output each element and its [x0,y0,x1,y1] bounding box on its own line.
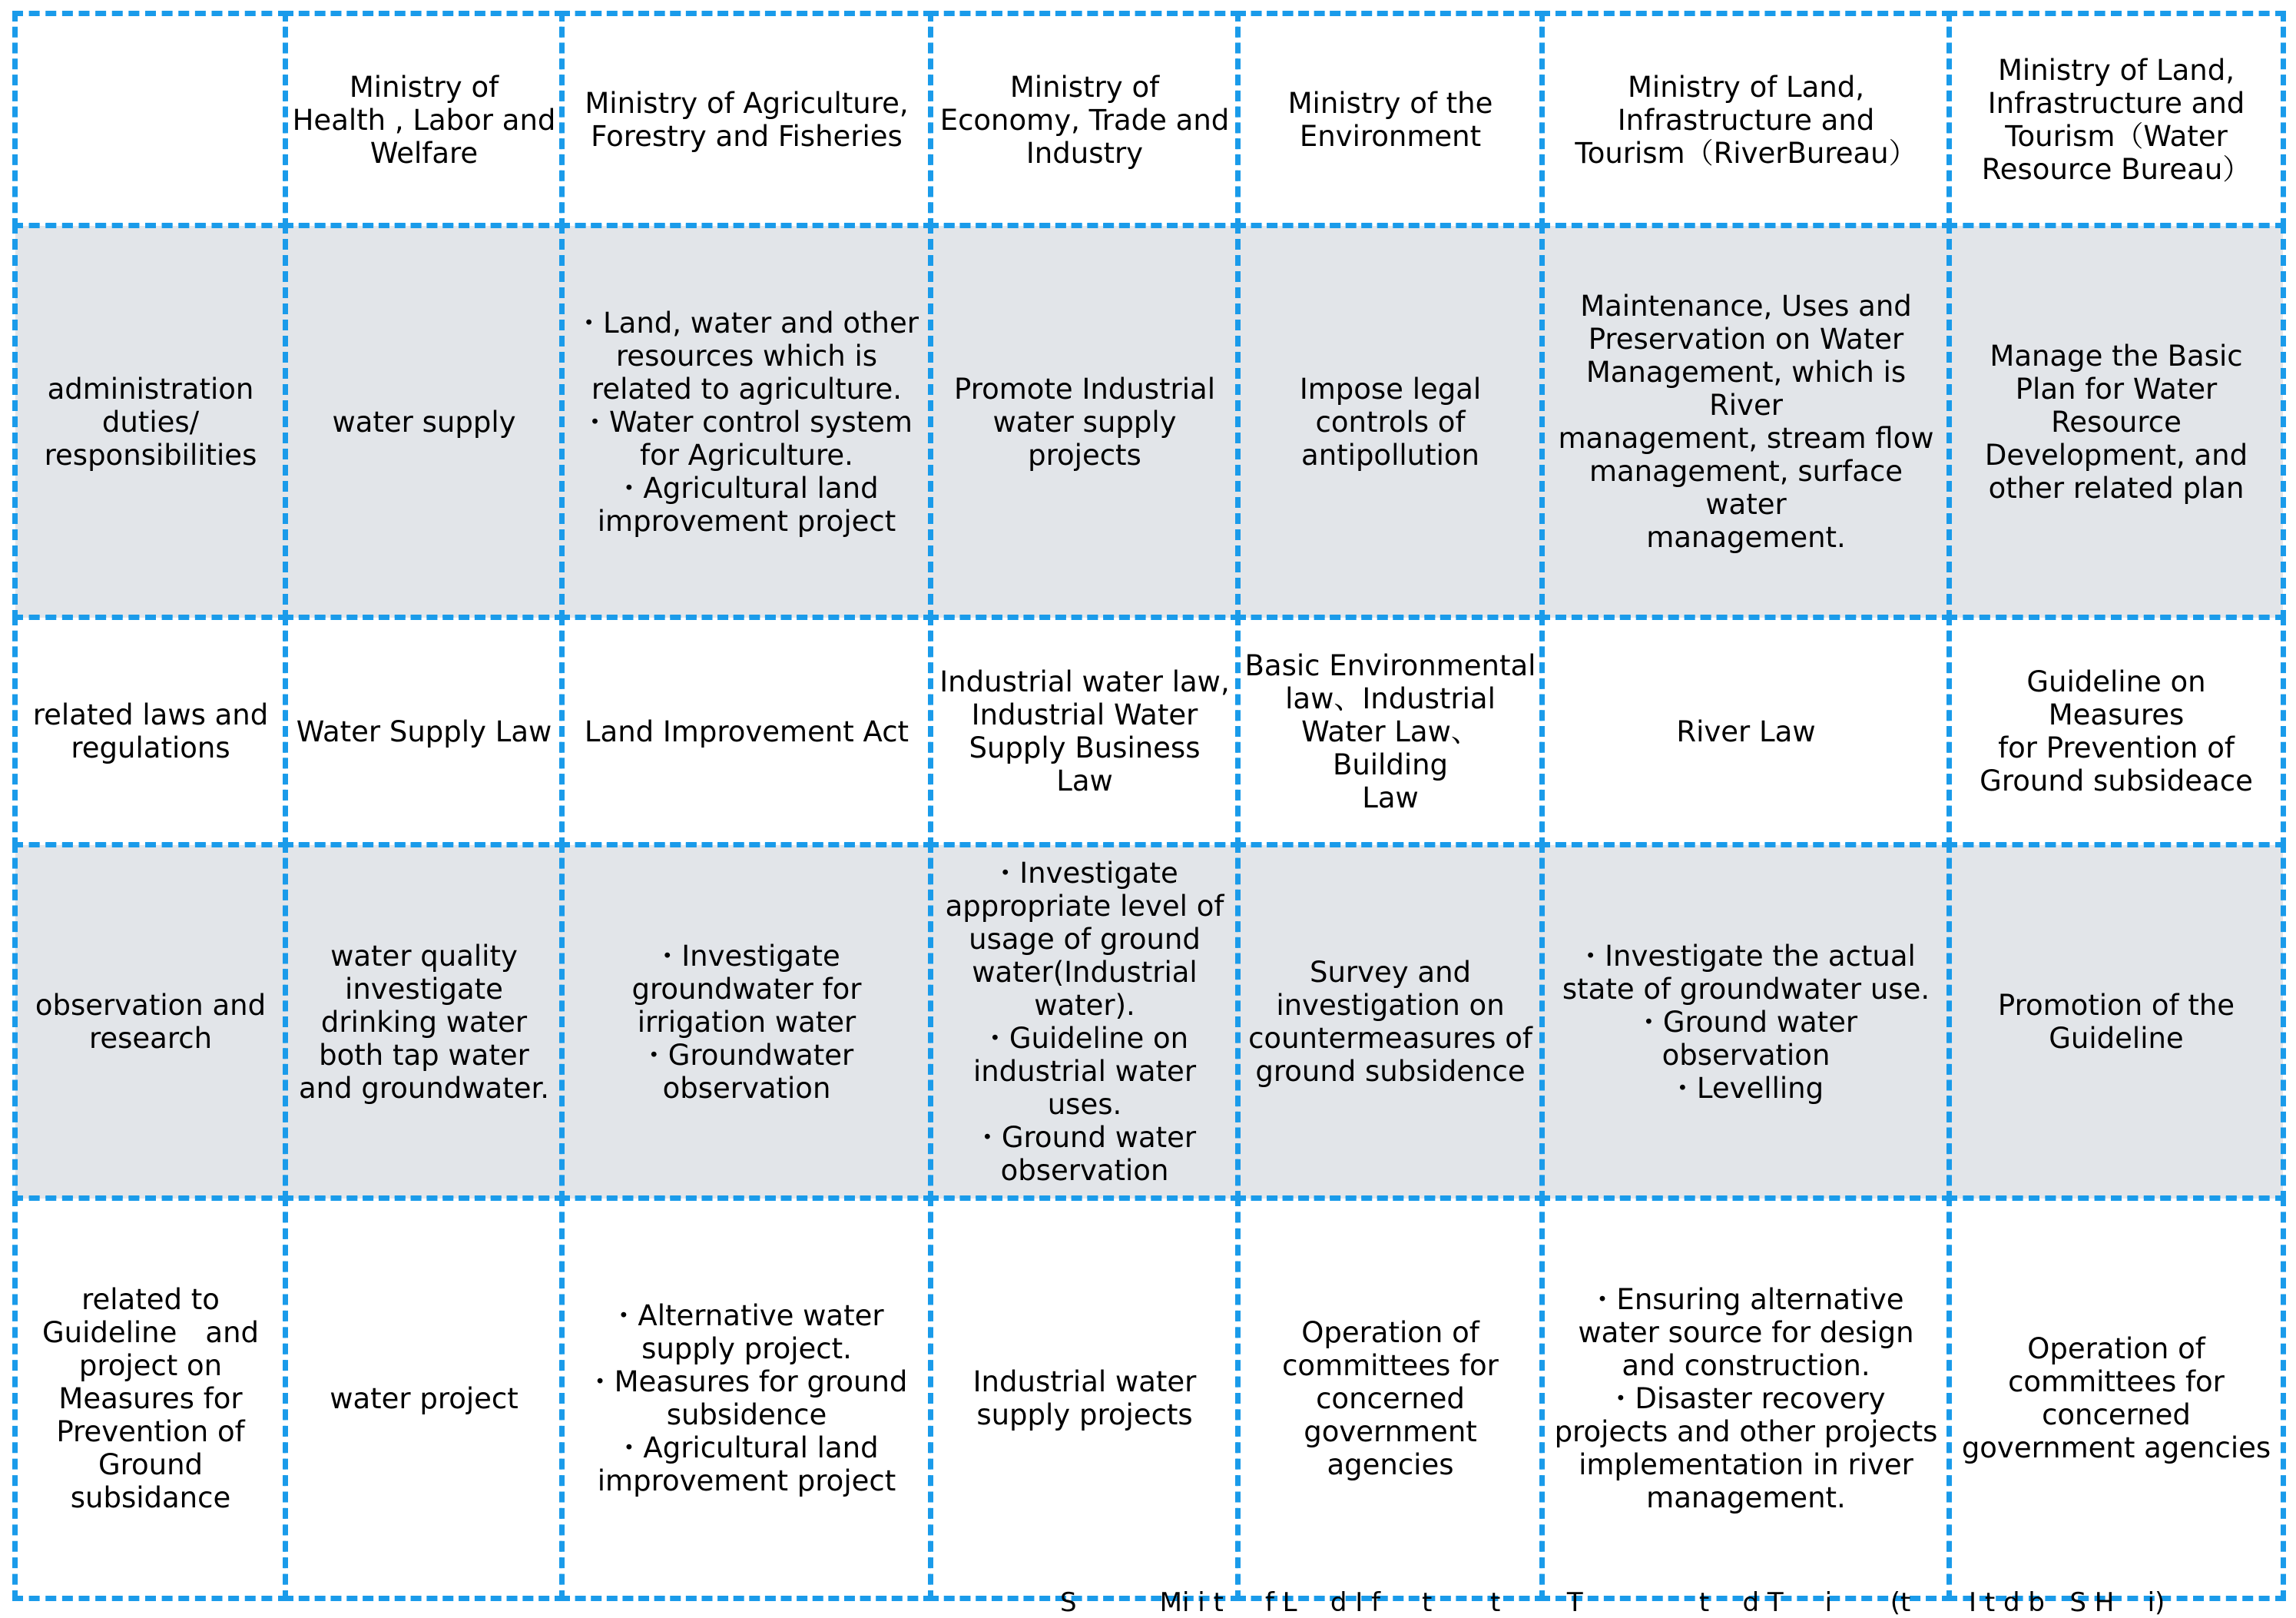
cell-text: River Law [1676,715,1816,748]
cell-text: Manage the Basic Plan for Water Resource Development, and other related plan [1984,339,2248,505]
cell-text: ・Investigate appropriate level of usage of ground water(Industrial water). ・Guideline on industrial water uses. ・Ground water observation [945,857,1224,1187]
table-cell [286,226,562,618]
cell-text: Survey and investigation on countermeasures of ground subsidence [1248,956,1532,1088]
table-cell [1950,845,2283,1199]
cell-text: Operation of committees for concerned government agencies [1282,1315,1499,1481]
table-cell [1542,226,1950,618]
table-cell [286,618,562,845]
row-label-text: administration duties/ responsibilities [44,372,257,472]
cell-text: Industrial water law, Industrial Water Supply Business Law [939,665,1230,797]
table-cell [1950,1199,2283,1598]
table-cell [1238,845,1542,1199]
header-land-river-bureau [1542,14,1950,226]
header-economy-text: Ministry of Economy, Trade and Industry [939,70,1230,170]
table-cell [1950,226,2283,618]
header-health-labor-welfare [286,14,562,226]
cell-text: ・Alternative water supply project. ・Measures for ground subsidence ・Agricultural land improvement project [585,1299,908,1497]
table-cell [286,1199,562,1598]
table-cell [1238,618,1542,845]
header-environment [1238,14,1542,226]
cell-text: Promotion of the Guideline [1997,989,2235,1055]
header-agriculture-forestry-fisheries [562,14,931,226]
header-land-water-resource-bureau [1950,14,2283,226]
row-label-guideline-projects [15,1199,286,1598]
table-cell [562,845,931,1199]
table-cell [1542,618,1950,845]
table-cell [931,226,1238,618]
table-cell [1950,618,2283,845]
cell-text: Basic Environmental law、Industrial Water Law、Building Law [1244,648,1536,814]
clipped-source-caption: S Mi i t f L d I f t t T t d T i (t I t d b S H i) [1060,1587,2165,1618]
row-label-administration [15,226,286,618]
table-cell [562,226,931,618]
table-cell [1542,845,1950,1199]
table-cell [1238,1199,1542,1598]
cell-text: Promote Industrial water supply projects [954,372,1215,472]
header-river-bureau-text: Ministry of Land, Infrastructure and Tourism（RiverBureau） [1575,70,1917,170]
cell-text: Water Supply Law [296,715,552,748]
table-cell [1542,1199,1950,1598]
row-label-text: related to Guideline and project on Measures for Prevention of Ground subsidance [41,1282,260,1514]
header-agriculture-text: Ministry of Agriculture, Forestry and Fisheries [585,87,909,153]
cell-text: Land Improvement Act [584,715,909,748]
row-label-text: observation and research [35,989,267,1055]
header-environment-text: Ministry of the Environment [1287,87,1493,153]
cell-text: Guideline on Measures for Prevention of Ground subsideace [1980,665,2253,797]
header-corner-cell [15,14,286,226]
cell-text: ・Investigate the actual state of groundwater use. ・Ground water observation ・Levelling [1562,939,1930,1105]
table-cell [562,618,931,845]
cell-text: water quality investigate drinking water both tap water and groundwater. [298,939,550,1105]
cell-text: Maintenance, Uses and Preservation on Water Management, which is River management, stream flow management, surface water management. [1558,290,1934,554]
cell-text: water supply [332,405,516,439]
table-cell [286,845,562,1199]
row-label-observation [15,845,286,1199]
cell-text: Operation of committees for concerned government agencies [1961,1332,2271,1464]
table-cell [1238,226,1542,618]
ministry-responsibility-table [15,14,2283,1598]
row-label-laws [15,618,286,845]
table-cell [931,845,1238,1199]
table-cell [562,1199,931,1598]
table-cell [931,618,1238,845]
table-cell [931,1199,1238,1598]
cell-text: Industrial water supply projects [972,1365,1197,1431]
row-label-text: related laws and regulations [32,698,269,764]
cell-text: ・Investigate groundwater for irrigation water ・Groundwater observation [631,939,862,1105]
header-health-labor-welfare-text: Ministry of Health , Labor and Welfare [292,70,556,170]
cell-text: ・Land, water and other resources which is related to agriculture. ・Water control system for Agriculture. ・Agricultural land improvement project [575,306,919,538]
header-economy-trade-industry [931,14,1238,226]
cell-text: ・Ensuring alternative water source for design and construction. ・Disaster recovery projects and other projects implementation in river management. [1554,1282,1938,1514]
cell-text: water project [330,1381,519,1415]
cell-text: Impose legal controls of antipollution [1299,372,1482,472]
header-water-resource-bureau-text: Ministry of Land, Infrastructure and Tourism（Water Resource Bureau） [1981,54,2251,186]
